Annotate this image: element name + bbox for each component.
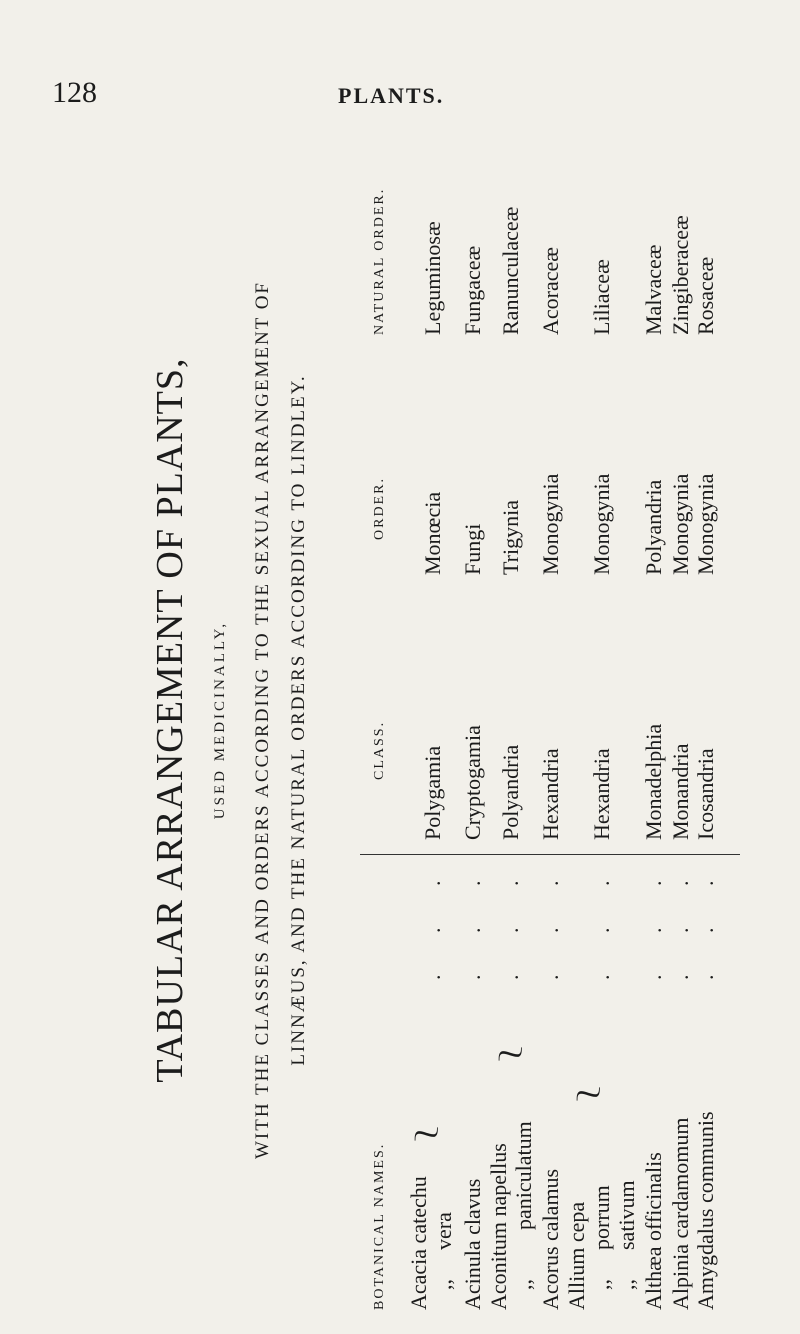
botanical-ditto: ,, — [431, 1279, 456, 1290]
order-cell: Monœcia — [420, 491, 445, 575]
class-cell: Cryptogamia — [460, 725, 485, 840]
class-cell: Monadelphia — [641, 723, 666, 840]
leader-dots: . . . — [641, 862, 666, 980]
class-cell: Monandria — [668, 743, 693, 840]
order-cell: Monogynia — [693, 473, 718, 575]
table-subtitle: USED MEDICINALLY, — [212, 620, 228, 820]
natural-order-cell: Ranunculaceæ — [498, 206, 523, 335]
botanical-name: Acinula clavus — [460, 1178, 485, 1310]
order-cell: Monogynia — [538, 473, 563, 575]
page-number: 128 — [52, 76, 97, 109]
natural-order-cell: Liliaceæ — [589, 259, 614, 335]
botanical-name: sativum — [614, 1180, 639, 1250]
leader-dots: . . . — [538, 862, 563, 980]
class-cell: Polygamia — [420, 745, 445, 840]
botanical-name: Acacia catechu — [406, 1176, 431, 1310]
botanical-ditto: ,, — [511, 1279, 536, 1290]
order-cell: Monogynia — [589, 473, 614, 575]
rotated-table-block — [30, 130, 770, 1310]
header-natural-order: NATURAL ORDER. — [372, 187, 387, 335]
botanical-ditto: ,, — [589, 1279, 614, 1290]
brace-mark: ⎱ — [498, 1036, 523, 1072]
header-botanical-names: BOTANICAL NAMES. — [372, 1142, 387, 1310]
class-cell: Polyandria — [498, 744, 523, 840]
botanical-name: Acorus calamus — [538, 1168, 563, 1310]
natural-order-cell: Acoraceæ — [538, 247, 563, 335]
leader-dots: . . . — [460, 862, 485, 980]
table-intro-line-2: LINNÆUS, AND THE NATURAL ORDERS ACCORDING TO LINDLEY. — [288, 374, 309, 1066]
order-cell: Monogynia — [668, 473, 693, 575]
botanical-name: Allium cepa — [564, 1201, 589, 1310]
order-cell: Polyandria — [641, 479, 666, 575]
table-intro-line-1: WITH THE CLASSES AND ORDERS ACCORDING TO THE SEXUAL ARRANGEMENT OF — [252, 281, 273, 1159]
leader-dots: . . . — [589, 862, 614, 980]
leader-dots: . . . — [498, 862, 523, 980]
leader-dots: . . . — [693, 862, 718, 980]
botanical-ditto: ,, — [614, 1279, 639, 1290]
leader-dots: . . . — [420, 862, 445, 980]
class-cell: Hexandria — [589, 748, 614, 840]
order-cell: Trigynia — [498, 500, 523, 575]
medicinal-plants-table — [360, 130, 740, 1310]
class-cell: Hexandria — [538, 748, 563, 840]
botanical-name: paniculatum — [511, 1121, 536, 1230]
header-order: ORDER. — [372, 477, 387, 540]
leader-dots: . . . — [668, 862, 693, 980]
natural-order-cell: Leguminosæ — [420, 221, 445, 335]
natural-order-cell: Rosaceæ — [693, 256, 718, 335]
class-cell: Icosandria — [693, 748, 718, 840]
running-head: PLANTS. — [338, 83, 445, 108]
botanical-name: Aconitum napellus — [486, 1143, 511, 1310]
header-class: CLASS. — [372, 720, 387, 780]
botanical-name: Amygdalus communis — [693, 1111, 718, 1310]
column-rule — [360, 854, 740, 855]
brace-mark: ⎱ — [576, 1076, 601, 1112]
botanical-name: porrum — [589, 1185, 614, 1250]
botanical-name: Althæa officinalis — [641, 1152, 666, 1310]
brace-mark: ⎱ — [414, 1116, 439, 1152]
botanical-name: Alpinia cardamomum — [668, 1117, 693, 1310]
botanical-name: vera — [431, 1212, 456, 1250]
order-cell: Fungi — [460, 523, 485, 575]
natural-order-cell: Zingiberaceæ — [668, 215, 693, 335]
natural-order-cell: Malvaceæ — [641, 244, 666, 335]
natural-order-cell: Fungaceæ — [460, 245, 485, 335]
table-title: TABULAR ARRANGEMENT OF PLANTS, — [149, 357, 191, 1083]
